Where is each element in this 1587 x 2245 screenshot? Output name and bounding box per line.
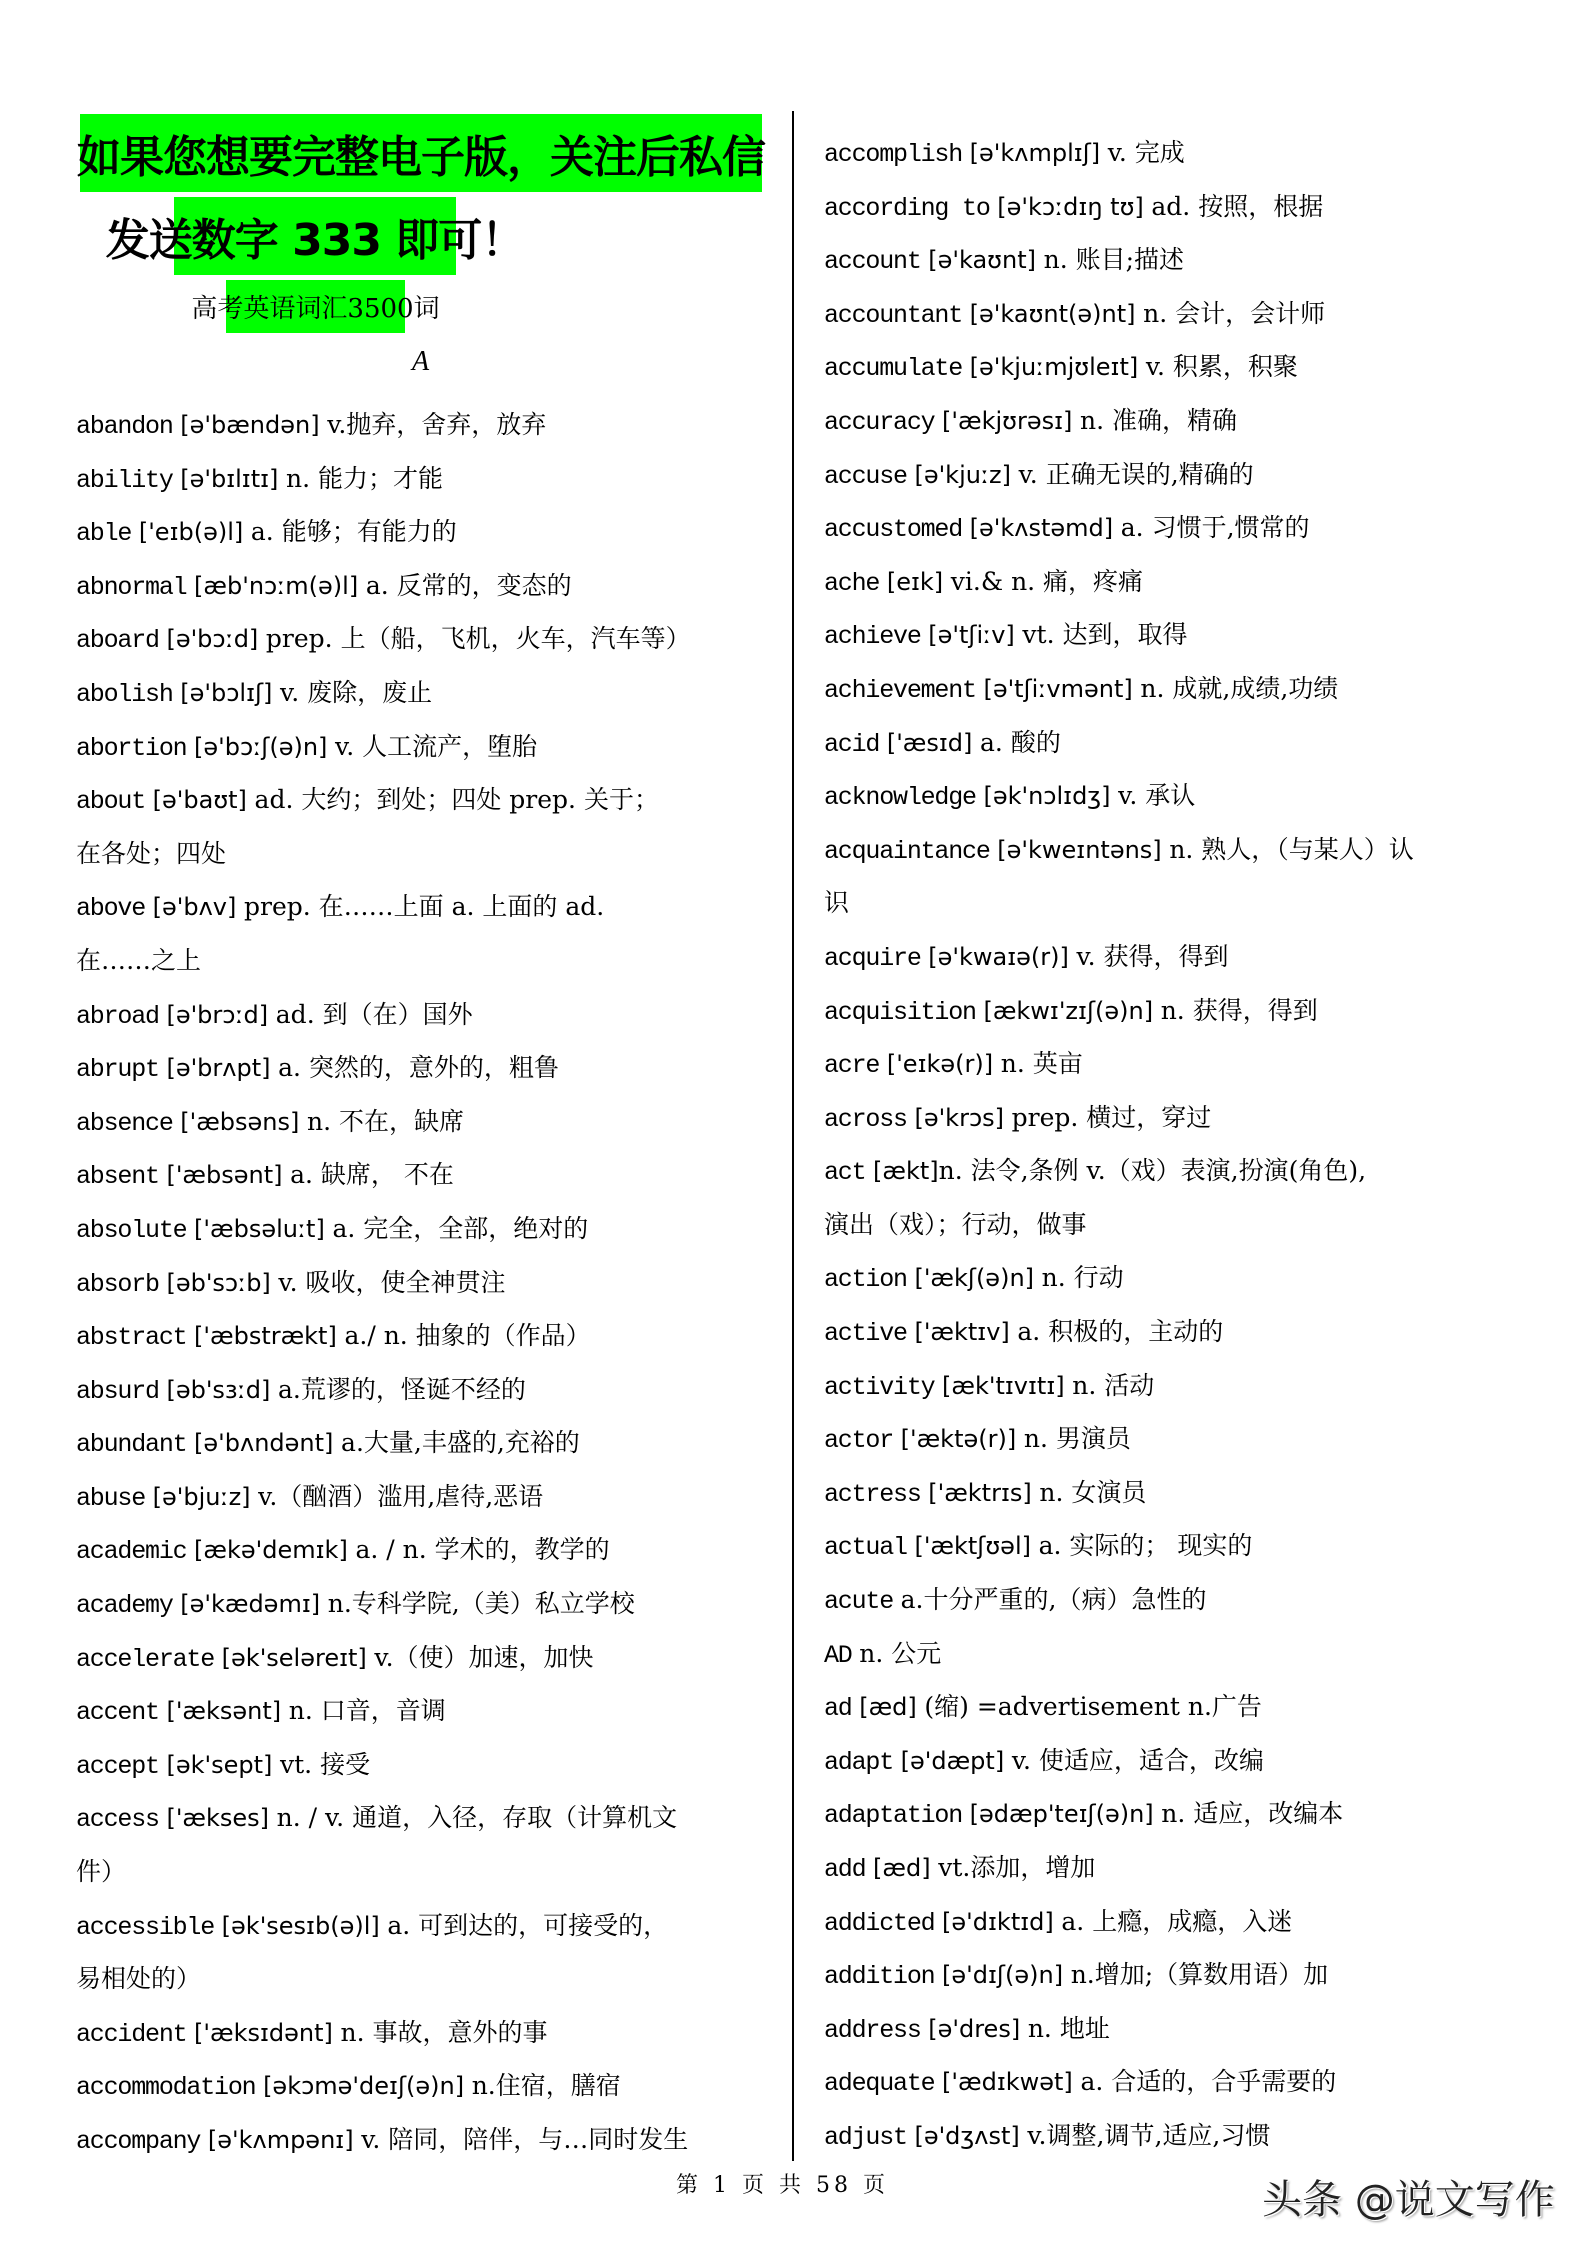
entry-phonetic: [ə'bʌndənt] bbox=[186, 1429, 342, 1458]
entry-word: across bbox=[824, 1104, 907, 1134]
vocab-entry bbox=[76, 2006, 796, 2060]
entry-phonetic: [əb'sɜːd] bbox=[158, 1375, 278, 1404]
vocab-entry bbox=[76, 398, 796, 452]
entry-word: add bbox=[824, 1855, 866, 1884]
entry-definition: vt.添加，增加 bbox=[938, 1853, 1096, 1882]
entry-phonetic: [ə'brʌpt] bbox=[158, 1054, 279, 1083]
entry-word: above bbox=[76, 894, 146, 924]
entry-definition: a. 习惯于,惯常的 bbox=[1120, 513, 1310, 543]
entry-word: abandon bbox=[76, 412, 173, 441]
entry-definition: v. 积累，积聚 bbox=[1145, 352, 1298, 382]
entry-definition: a. 合适的，合乎需要的 bbox=[1080, 2067, 1337, 2097]
entry-word: abroad bbox=[76, 1001, 159, 1031]
promo-banner-line2: 发送数字 333 即可！ bbox=[174, 197, 456, 275]
entry-definition: 演出（戏）；行动，做事 bbox=[824, 1209, 1087, 1239]
entry-definition: n. 账目;描述 bbox=[1043, 245, 1185, 275]
entry-phonetic: ['ædɪkwət] bbox=[934, 2068, 1081, 2097]
entry-definition: n. 事故，意外的事 bbox=[340, 2017, 548, 2047]
vocab-entry bbox=[824, 1895, 1544, 1949]
entry-word: action bbox=[824, 1265, 907, 1295]
entry-definition: v. 完成 bbox=[1107, 138, 1185, 167]
section-letter-heading: A bbox=[412, 346, 430, 377]
entry-definition: vt. 接受 bbox=[280, 1749, 371, 1779]
entry-phonetic: [ə'kʌstəmd] bbox=[962, 514, 1121, 543]
entry-phonetic: ['æktɪv] bbox=[906, 1318, 1018, 1347]
entry-phonetic: [ə'krɔs] bbox=[906, 1103, 1012, 1132]
vocab-entry bbox=[824, 984, 1544, 1038]
vocab-entry bbox=[824, 2109, 1544, 2163]
entry-word: accumulate bbox=[824, 354, 963, 384]
entry-phonetic: [əb'sɔːb] bbox=[158, 1268, 279, 1297]
entry-phonetic: ['ækjʊrəsɪ] bbox=[934, 406, 1081, 435]
entry-phonetic: ['æktʃʊəl] bbox=[906, 1532, 1039, 1561]
entry-word: absorb bbox=[76, 1269, 159, 1299]
vocab-entry bbox=[824, 716, 1544, 770]
entry-phonetic: [ə'kʌmplɪʃ] bbox=[962, 139, 1108, 167]
entry-definition: 易相处的） bbox=[76, 1964, 202, 1994]
vocab-entry bbox=[76, 827, 796, 881]
entry-word: academic bbox=[76, 1537, 187, 1567]
vocab-entry bbox=[824, 1466, 1544, 1520]
entry-word: accomplish bbox=[824, 140, 963, 169]
entry-definition: n. 英亩 bbox=[1000, 1049, 1083, 1079]
entry-word: ability bbox=[76, 465, 173, 495]
vocab-entry bbox=[824, 1680, 1544, 1734]
entry-phonetic: [ə'bjuːz] bbox=[145, 1482, 259, 1511]
entry-phonetic: [ə'kjuːz] bbox=[906, 460, 1019, 489]
entry-definition: ad. 到（在）国外 bbox=[275, 999, 473, 1029]
vocab-entry bbox=[76, 2059, 796, 2113]
entry-phonetic: [ək'seləreɪt] bbox=[214, 1643, 375, 1672]
vocab-entry bbox=[824, 1734, 1544, 1788]
entry-definition: a. 完全，全部，绝对的 bbox=[332, 1213, 589, 1243]
entry-phonetic: ['æktrɪs] bbox=[920, 1478, 1040, 1507]
entry-word: act bbox=[824, 1158, 866, 1188]
entry-definition: v. 正确无误的,精确的 bbox=[1018, 459, 1254, 489]
vocab-entry bbox=[824, 180, 1544, 234]
entry-word: acid bbox=[824, 729, 880, 759]
entry-definition: n. 不在，缺席 bbox=[307, 1106, 464, 1136]
vocab-entry bbox=[824, 876, 1544, 930]
entry-word: achieve bbox=[824, 622, 921, 652]
entry-word: abuse bbox=[76, 1483, 146, 1513]
entry-definition: n. 熟人，（与某人）认 bbox=[1169, 834, 1414, 864]
entry-definition: vi.& n. 痛，疼痛 bbox=[950, 566, 1144, 596]
entry-word: able bbox=[76, 519, 132, 549]
vocab-entry bbox=[824, 769, 1544, 823]
entry-word: ad bbox=[824, 1694, 852, 1724]
entry-phonetic: [ækə'demɪk] bbox=[186, 1536, 356, 1565]
entry-word: abrupt bbox=[76, 1055, 159, 1085]
vocab-entry bbox=[824, 340, 1544, 394]
vocab-entry bbox=[76, 720, 796, 774]
entry-phonetic: [ə'baʊt] bbox=[145, 786, 255, 815]
vocab-entry bbox=[824, 1948, 1544, 2002]
vocab-entry bbox=[76, 1470, 796, 1524]
entry-definition: a.荒谬的，怪诞不经的 bbox=[278, 1374, 526, 1404]
entry-word: actor bbox=[824, 1426, 894, 1456]
entry-phonetic: ['æktə(r)] bbox=[893, 1425, 1024, 1454]
entry-definition: v. 陪同，陪伴，与…同时发生 bbox=[361, 2125, 689, 2154]
entry-phonetic: [ə'tʃiːvmənt] bbox=[975, 674, 1141, 703]
entry-definition: a. 能够；有能力的 bbox=[250, 517, 457, 547]
entry-definition: n. 能力；才能 bbox=[286, 463, 444, 493]
entry-phonetic: ['æsɪd] bbox=[879, 728, 981, 757]
vocab-entry bbox=[76, 452, 796, 506]
entry-word: accept bbox=[76, 1751, 159, 1781]
vocab-entry bbox=[76, 1738, 796, 1792]
entry-definition: ad. 大约；到处；四处 prep. 关于； bbox=[254, 785, 659, 815]
entry-definition: 件） bbox=[76, 1857, 127, 1887]
entry-definition: n. 成就,成绩,功绩 bbox=[1140, 673, 1339, 703]
entry-phonetic: ['æbstrækt] bbox=[186, 1322, 345, 1351]
entry-definition: v.抛弃，舍弃，放弃 bbox=[327, 410, 547, 439]
vocab-entry bbox=[76, 1256, 796, 1310]
entry-phonetic: ['eɪkə(r)] bbox=[879, 1050, 1001, 1079]
vocab-entry bbox=[824, 233, 1544, 287]
entry-word: adjust bbox=[824, 2122, 907, 2152]
entry-phonetic: [ək'sesɪb(ə)l] bbox=[214, 1911, 388, 1940]
entry-word: abortion bbox=[76, 733, 187, 763]
vocab-entry bbox=[824, 1787, 1544, 1841]
entry-phonetic: ['æbsəluːt] bbox=[186, 1214, 333, 1243]
vocab-entry bbox=[76, 1577, 796, 1631]
entry-word: adaptation bbox=[824, 1801, 963, 1831]
vocab-entry bbox=[76, 988, 796, 1042]
entry-word: accident bbox=[76, 2019, 187, 2049]
entry-phonetic: [ə'kjuːmjʊleɪt] bbox=[962, 353, 1146, 382]
entry-word: actress bbox=[824, 1479, 921, 1509]
vocab-entry bbox=[76, 1202, 796, 1256]
right-column bbox=[824, 126, 1544, 2163]
entry-word: accent bbox=[76, 1698, 159, 1728]
vocab-entry bbox=[824, 555, 1544, 609]
entry-definition: a. 突然的，意外的，粗鲁 bbox=[278, 1053, 559, 1083]
entry-definition: prep. 在……上面 a. 上面的 ad. bbox=[244, 892, 605, 922]
entry-definition: vt. 达到，取得 bbox=[1022, 620, 1188, 650]
entry-phonetic: ['æksənt] bbox=[158, 1697, 289, 1726]
entry-definition: n. 适应，改编本 bbox=[1161, 1799, 1344, 1829]
entry-definition: a.十分严重的,（病）急性的 bbox=[900, 1585, 1207, 1615]
entry-definition: 识 bbox=[824, 888, 850, 918]
entry-word: acquire bbox=[824, 943, 921, 973]
vocab-entry bbox=[824, 1305, 1544, 1359]
vocab-entry bbox=[76, 1416, 796, 1470]
vocab-entry bbox=[76, 666, 796, 720]
entry-definition: n. 行动 bbox=[1041, 1263, 1124, 1293]
entry-word: active bbox=[824, 1319, 907, 1349]
document-subtitle: 高考英语词汇3500词 bbox=[226, 280, 405, 333]
entry-phonetic: [ə'bɔːʃ(ə)n] bbox=[186, 732, 336, 761]
vocab-entry bbox=[76, 1899, 796, 1953]
vocab-entry bbox=[76, 505, 796, 559]
entry-word: absence bbox=[76, 1108, 173, 1138]
entry-phonetic: [ə'dʒʌst] bbox=[906, 2121, 1028, 2150]
entry-word: ache bbox=[824, 568, 880, 598]
entry-word: abnormal bbox=[76, 572, 187, 602]
entry-phonetic bbox=[893, 1586, 901, 1614]
vocab-entry bbox=[76, 1791, 796, 1845]
entry-phonetic: [ə'kʌmpənɪ] bbox=[200, 2126, 362, 2154]
vocab-entry bbox=[76, 1148, 796, 1202]
vocab-entry bbox=[824, 394, 1544, 448]
entry-phonetic: [ə'kaʊnt(ə)nt] bbox=[962, 299, 1144, 328]
vocab-entry bbox=[76, 612, 796, 666]
entry-phonetic: [əkɔmə'deɪʃ(ə)n] bbox=[255, 2072, 472, 2101]
entry-word: acre bbox=[824, 1051, 880, 1081]
entry-definition: n. / v. 通道，入径，存取（计算机文 bbox=[276, 1803, 678, 1833]
vocab-entry bbox=[76, 934, 796, 988]
entry-phonetic: [æb'nɔːm(ə)l] bbox=[186, 571, 366, 600]
entry-definition: n.增加;（算数用语）加 bbox=[1070, 1960, 1329, 1990]
entry-definition: a. 反常的，变态的 bbox=[365, 570, 572, 600]
entry-definition: (缩) =advertisement n.广告 bbox=[924, 1692, 1262, 1722]
entry-phonetic: ['æbsəns] bbox=[172, 1107, 307, 1136]
entry-phonetic: [ə'kaʊnt] bbox=[920, 246, 1044, 275]
entry-phonetic: ['æbsənt] bbox=[158, 1161, 291, 1190]
vocab-entry bbox=[824, 501, 1544, 555]
entry-word: achievement bbox=[824, 675, 976, 705]
entry-definition: n. 获得，得到 bbox=[1160, 995, 1318, 1025]
entry-phonetic: [ə'dɪktɪd] bbox=[934, 1907, 1062, 1936]
entry-definition: a. 缺席， 不在 bbox=[290, 1160, 454, 1190]
entry-definition: a./ n. 抽象的（作品） bbox=[344, 1321, 591, 1351]
entry-word: abolish bbox=[76, 679, 173, 709]
entry-definition: n. 地址 bbox=[1027, 2013, 1110, 2043]
vocab-entry bbox=[76, 1952, 796, 2006]
entry-definition: a. / n. 学术的，教学的 bbox=[355, 1535, 610, 1565]
entry-definition: v. 吸收，使全神贯注 bbox=[278, 1267, 506, 1297]
entry-word: address bbox=[824, 2015, 921, 2045]
entry-word: according to bbox=[824, 193, 990, 223]
entry-phonetic: ['æksɪdənt] bbox=[186, 2018, 341, 2047]
entry-definition: a. 实际的； 现实的 bbox=[1038, 1531, 1253, 1561]
vocab-entry bbox=[76, 1309, 796, 1363]
entry-definition: v. 废除，废止 bbox=[280, 677, 433, 707]
entry-phonetic: [ə'kweɪntəns] bbox=[989, 835, 1170, 864]
entry-word: academy bbox=[76, 1591, 173, 1621]
entry-definition: ad. 按照，根据 bbox=[1151, 191, 1324, 221]
entry-phonetic: [ə'kwaɪə(r)] bbox=[920, 942, 1077, 971]
vocab-entry bbox=[824, 1359, 1544, 1413]
entry-phonetic: [ək'sept] bbox=[158, 1750, 280, 1779]
entry-definition: v.（使）加速，加快 bbox=[374, 1642, 594, 1672]
entry-word: activity bbox=[824, 1372, 935, 1402]
entry-definition: n.住宿，膳宿 bbox=[471, 2071, 621, 2101]
entry-definition: a. 上瘾，成瘾，入迷 bbox=[1061, 1906, 1293, 1936]
vocab-entry bbox=[76, 559, 796, 613]
vocab-entry bbox=[824, 1251, 1544, 1305]
entry-word: acknowledge bbox=[824, 783, 976, 813]
entry-definition: v. 使适应，适合，改编 bbox=[1011, 1745, 1264, 1775]
entry-phonetic: [ækt] bbox=[865, 1157, 939, 1186]
entry-definition: a. 积极的，主动的 bbox=[1017, 1317, 1224, 1347]
vocab-entry bbox=[76, 1363, 796, 1417]
vocab-entry bbox=[824, 448, 1544, 502]
entry-word: adequate bbox=[824, 2069, 935, 2099]
entry-phonetic: [ə'bɔlɪʃ] bbox=[172, 678, 281, 707]
vocab-entry bbox=[824, 930, 1544, 984]
entry-word: aboard bbox=[76, 626, 159, 656]
entry-definition: v. 承认 bbox=[1118, 781, 1196, 811]
vocab-entry bbox=[824, 2002, 1544, 2056]
vocab-entry bbox=[824, 1091, 1544, 1145]
vocab-entry bbox=[824, 1573, 1544, 1627]
vocab-entry bbox=[824, 608, 1544, 662]
vocab-entry bbox=[76, 1041, 796, 1095]
entry-definition: n. 活动 bbox=[1072, 1370, 1155, 1400]
entry-word: adapt bbox=[824, 1747, 894, 1777]
entry-definition: 在……之上 bbox=[76, 945, 202, 975]
vocab-entry bbox=[824, 1841, 1544, 1895]
entry-phonetic: [ækwɪ'zɪʃ(ə)n] bbox=[975, 996, 1161, 1025]
entry-word: absolute bbox=[76, 1215, 187, 1245]
vocab-entry bbox=[824, 1627, 1544, 1681]
entry-phonetic: ['ækses] bbox=[158, 1804, 277, 1833]
entry-definition: v.调整,调节,适应,习惯 bbox=[1027, 2120, 1271, 2150]
vocab-entry bbox=[76, 1684, 796, 1738]
vocab-entry bbox=[76, 2113, 796, 2167]
vocab-entry bbox=[76, 773, 796, 827]
vocab-entry bbox=[824, 1037, 1544, 1091]
entry-word: accommodation bbox=[76, 2073, 256, 2103]
entry-definition: v. 人工流产，堕胎 bbox=[335, 731, 538, 761]
entry-word: access bbox=[76, 1805, 159, 1835]
entry-phonetic: ['ækʃ(ə)n] bbox=[906, 1264, 1042, 1293]
entry-phonetic: [ə'bɪlɪtɪ] bbox=[172, 464, 287, 493]
entry-definition: n. 会计，会计师 bbox=[1143, 298, 1326, 328]
entry-word: accuse bbox=[824, 461, 907, 491]
entry-word: AD bbox=[824, 1640, 852, 1670]
entry-phonetic: [ə'bʌv] bbox=[145, 893, 245, 922]
vocab-entry bbox=[76, 1523, 796, 1577]
vocab-entry bbox=[76, 1095, 796, 1149]
entry-word: acute bbox=[824, 1587, 894, 1617]
entry-definition: a. 酸的 bbox=[980, 727, 1061, 757]
entry-phonetic: [ək'nɔlɪdʒ] bbox=[975, 782, 1119, 811]
entry-word: absent bbox=[76, 1162, 159, 1192]
entry-phonetic: [eɪk] bbox=[879, 567, 951, 596]
entry-word: accustomed bbox=[824, 515, 963, 545]
entry-word: accessible bbox=[76, 1912, 215, 1942]
entry-definition: n. 公元 bbox=[859, 1638, 942, 1668]
entry-definition: v. 获得，得到 bbox=[1076, 941, 1229, 971]
entry-word: abundant bbox=[76, 1430, 187, 1460]
entry-definition: n. 口音，音调 bbox=[288, 1696, 446, 1726]
entry-word: abstract bbox=[76, 1323, 187, 1353]
entry-definition: prep. 横过，穿过 bbox=[1011, 1102, 1212, 1132]
entry-definition: n.专科学院,（美）私立学校 bbox=[327, 1589, 635, 1619]
entry-definition: a. 可到达的，可接受的， bbox=[387, 1910, 669, 1940]
vocab-entry bbox=[824, 1412, 1544, 1466]
left-column bbox=[76, 398, 796, 2167]
entry-phonetic: [ə'brɔːd] bbox=[158, 1000, 276, 1029]
vocab-entry bbox=[824, 2055, 1544, 2109]
vocab-entry bbox=[824, 1519, 1544, 1573]
vocab-entry bbox=[824, 126, 1544, 180]
entry-word: acquaintance bbox=[824, 836, 990, 866]
entry-phonetic: [ə'bændən] bbox=[172, 411, 328, 439]
vocab-entry bbox=[824, 662, 1544, 716]
vocab-entry bbox=[76, 880, 796, 934]
entry-phonetic: [ə'bɔːd] bbox=[158, 625, 266, 654]
entry-definition: v.（酗酒）滥用,虐待,恶语 bbox=[258, 1481, 544, 1511]
entry-word: accuracy bbox=[824, 407, 935, 437]
promo-banner-line1: 如果您想要完整电子版，关注后私信 bbox=[80, 114, 762, 192]
entry-phonetic: [ə'dɪʃ(ə)n] bbox=[934, 1961, 1071, 1990]
entry-definition: n. 法令,条例 v.（戏）表演,扮演(角色), bbox=[938, 1156, 1367, 1186]
entry-word: accountant bbox=[824, 300, 963, 330]
entry-definition: n. 准确，精确 bbox=[1080, 405, 1238, 435]
entry-definition: 在各处；四处 bbox=[76, 838, 227, 868]
entry-phonetic: [ə'tʃiːv] bbox=[920, 621, 1023, 650]
vocab-entry bbox=[76, 1845, 796, 1899]
entry-phonetic: ['eɪb(ə)l] bbox=[131, 518, 251, 547]
entry-word: actual bbox=[824, 1533, 907, 1563]
entry-word: addicted bbox=[824, 1908, 935, 1938]
entry-phonetic: [ə'dæpt] bbox=[893, 1746, 1012, 1775]
entry-word: absurd bbox=[76, 1376, 159, 1406]
entry-definition: prep. 上（船，飞机，火车，汽车等） bbox=[265, 624, 691, 654]
entry-phonetic: [ə'dres] bbox=[920, 2014, 1028, 2043]
vocab-entry bbox=[824, 1144, 1544, 1198]
entry-word: addition bbox=[824, 1962, 935, 1992]
entry-word: account bbox=[824, 247, 921, 277]
entry-word: accelerate bbox=[76, 1644, 215, 1674]
vocab-entry bbox=[824, 1198, 1544, 1252]
entry-phonetic: [æd] bbox=[851, 1693, 925, 1722]
entry-word: about bbox=[76, 787, 146, 817]
entry-phonetic: [ə'kædəmɪ] bbox=[172, 1590, 328, 1619]
entry-definition: a.大量,丰盛的,充裕的 bbox=[341, 1428, 580, 1458]
page-indicator: 第 1 页 共 58 页 bbox=[676, 2173, 889, 2198]
entry-phonetic: [ədæp'teɪʃ(ə)n] bbox=[962, 1800, 1162, 1829]
vocab-entry bbox=[824, 823, 1544, 877]
entry-word: accompany bbox=[76, 2127, 201, 2156]
entry-definition: n. 女演员 bbox=[1039, 1477, 1147, 1507]
entry-definition: n. 男演员 bbox=[1023, 1424, 1131, 1454]
watermark: 头条 @说文写作 bbox=[1262, 2177, 1555, 2223]
entry-phonetic: [æk'tɪvɪtɪ] bbox=[934, 1371, 1073, 1400]
entry-word: acquisition bbox=[824, 997, 976, 1027]
vocab-entry bbox=[76, 1631, 796, 1685]
entry-phonetic: [ə'kɔːdɪŋ tʊ] bbox=[989, 192, 1152, 221]
entry-phonetic: [æd] bbox=[865, 1854, 939, 1882]
vocab-entry bbox=[824, 287, 1544, 341]
